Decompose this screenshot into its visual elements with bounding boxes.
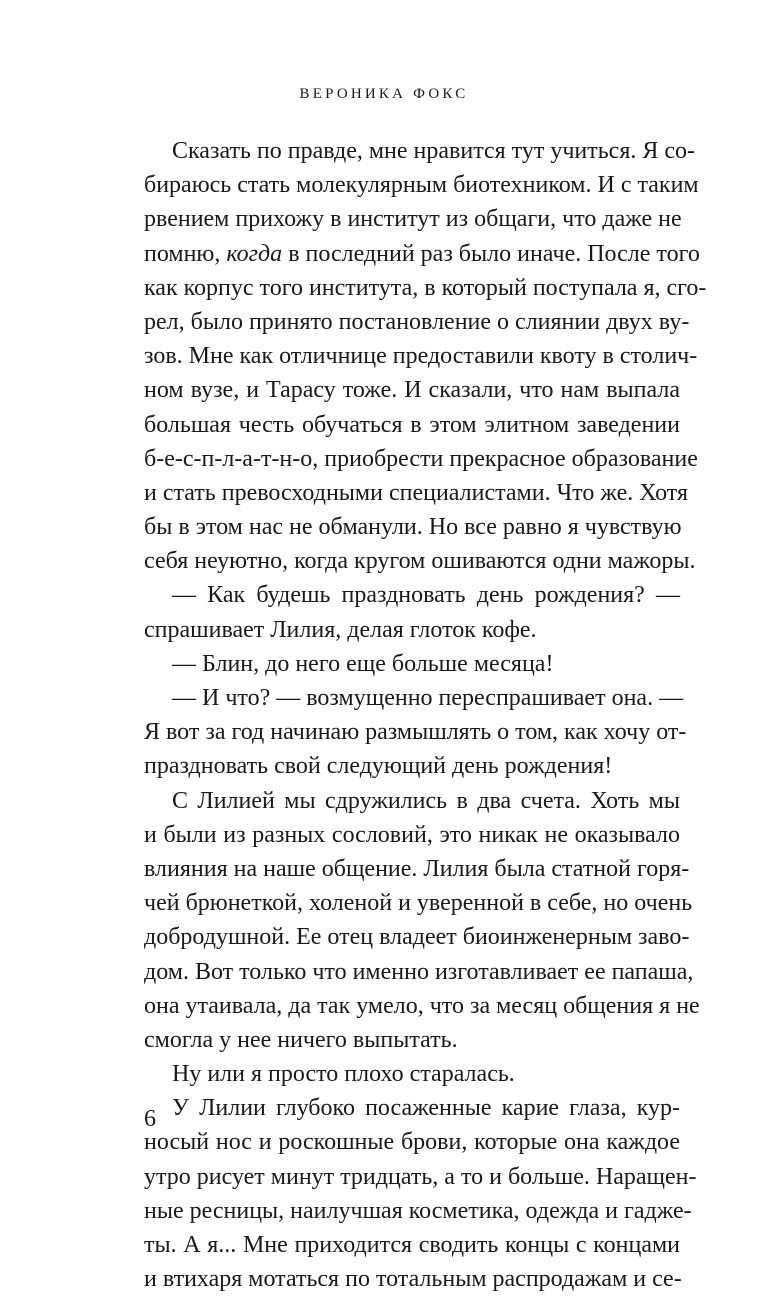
text-line — [144, 476, 688, 510]
text-segment: — Блин, до него еще больше месяца! — [172, 650, 554, 677]
text-line — [144, 681, 684, 715]
text-line — [144, 749, 680, 783]
text-segment: и втихаря мотаться по тотальным распродажам и се- — [144, 1266, 682, 1293]
text-line — [144, 852, 690, 886]
text-line — [144, 339, 698, 373]
text-line — [144, 989, 700, 1023]
text-segment: большая честь обучаться в этом элитном заведении — [144, 411, 680, 438]
text-line — [144, 373, 680, 407]
text-segment: Я вот за год начинаю размышлять о том, как хочу от- — [144, 719, 687, 746]
text-segment: себя неуютно, когда кругом ошиваются одни мажоры. — [144, 548, 696, 575]
text-line — [144, 1194, 692, 1228]
text-segment: б-е-с-п-л-а-т-н-о, приобрести прекрасное образование — [144, 445, 698, 472]
text-line — [144, 544, 696, 578]
text-line — [144, 305, 690, 339]
text-segment: добродушной. Ее отец владеет биоинженерным заво- — [144, 924, 690, 951]
text-segment: утро рисует минут тридцать, а то и больше. Наращен- — [144, 1163, 697, 1190]
text-line — [144, 818, 680, 852]
text-line — [144, 1262, 680, 1296]
text-segment: помню, — [144, 240, 227, 267]
text-line — [144, 613, 680, 647]
text-segment: носый нос и роскошные брови, которые она каждое — [144, 1129, 680, 1156]
text-segment: ные ресницы, наилучшая косметика, одежда и гадже- — [144, 1197, 692, 1224]
text-segment: она утаивала, да так умело, что за месяц общения я не — [144, 992, 700, 1019]
text-line — [144, 134, 696, 168]
text-line — [144, 715, 687, 749]
running-head: ВЕРОНИКА ФОКС — [299, 86, 469, 102]
page-number: 6 — [144, 1106, 156, 1132]
text-segment: — Как будешь праздновать день рождения? — — [172, 582, 680, 609]
text-segment: бы в этом нас не обманули. Но все равно я чувствую — [144, 514, 682, 541]
text-segment: дом. Вот только что именно изготавливает ее папаша, — [144, 958, 694, 985]
text-segment: когда — [226, 240, 283, 267]
text-segment: влияния на наше общение. Лилия была статной горя- — [144, 855, 690, 882]
text-segment: рвением прихожу в институт из общаги, что даже не — [144, 206, 682, 233]
text-line — [144, 886, 693, 920]
text-segment: Сказать по правде, мне нравится тут учиться. Я со- — [172, 138, 696, 164]
text-line — [144, 955, 694, 989]
text-line — [144, 408, 680, 442]
text-line — [144, 1228, 680, 1262]
text-segment: смогла у нее ничего выпытать. — [144, 1026, 458, 1053]
text-segment: зов. Мне как отличнице предоставили квоту в столич- — [144, 343, 698, 370]
text-segment: праздновать свой следующий день рождения! — [144, 753, 613, 780]
text-line — [144, 271, 707, 305]
text-segment: С Лилией мы сдружились в два счета. Хоть мы — [172, 787, 680, 814]
body-text — [144, 134, 707, 1296]
text-segment: как корпус того института, в который поступала я, сго- — [144, 274, 707, 301]
text-segment: и стать превосходными специалистами. Что же. Хотя — [144, 479, 688, 506]
text-segment: Ну или я просто плохо старалась. — [172, 1061, 515, 1088]
text-line — [144, 1023, 680, 1057]
text-segment: — И что? — возмущенно переспрашивает она. — — [172, 685, 684, 711]
text-line — [144, 510, 680, 544]
text-line — [144, 1091, 680, 1125]
text-segment: спрашивает Лилия, делая глоток кофе. — [144, 616, 537, 643]
text-line — [144, 1125, 680, 1159]
text-line — [144, 202, 680, 236]
text-segment: и были из разных сословий, это никак не оказывало — [144, 821, 680, 848]
text-segment: чей брюнеткой, холеной и уверенной в себе, но очень — [144, 890, 693, 917]
text-line — [144, 920, 690, 954]
text-segment: У Лилии глубоко посаженные карие глаза, кур- — [172, 1095, 680, 1122]
text-line — [144, 237, 700, 271]
text-line — [144, 578, 680, 612]
text-segment: в последний раз было иначе. После того — [282, 240, 700, 267]
text-segment: бираюсь стать молекулярным биотехником. И с таким — [144, 172, 699, 199]
text-line — [144, 647, 680, 681]
text-segment: рел, было принято постановление о слиянии двух ву- — [144, 308, 690, 335]
text-line — [144, 784, 680, 818]
text-line — [144, 1057, 680, 1091]
text-segment: ты. А я... Мне приходится сводить концы с концами — [144, 1232, 680, 1258]
text-segment: ном вузе, и Тарасу тоже. И сказали, что нам выпала — [144, 377, 680, 404]
text-line — [144, 1160, 697, 1194]
text-line — [144, 168, 699, 202]
text-line — [144, 442, 698, 476]
